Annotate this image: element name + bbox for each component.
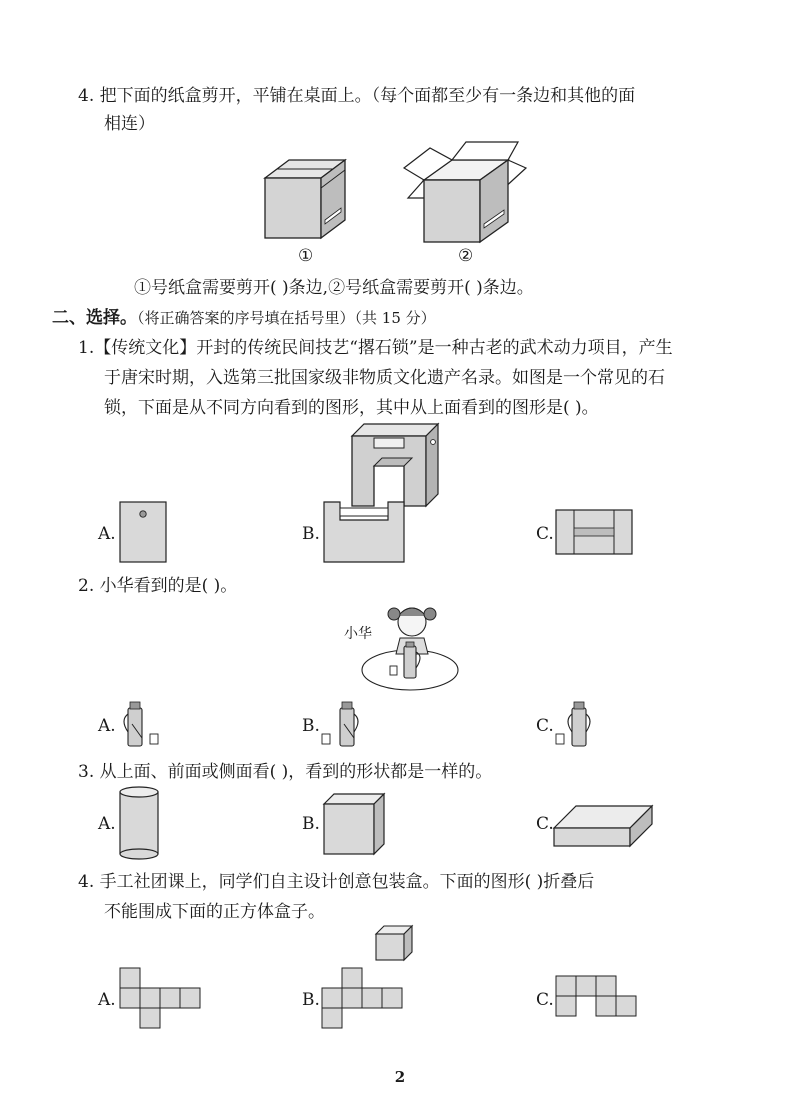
q4-nets-line2: 不能围成下面的正方体盒子。 [104,902,325,922]
q4-boxes-answer: ①号纸盒需要剪开( )条边,②号纸盒需要剪开( )条边。 [134,278,534,298]
flat-cuboid-figure [554,806,654,850]
q2-option-c: C. [536,716,554,736]
closed-box-figure [265,160,355,245]
q1-option-b-figure [324,502,404,562]
q1-option-c: C. [536,524,554,544]
q4-boxes-line2: 相连） [104,114,155,134]
q3-option-c: C. [536,814,554,834]
q1-option-b: B. [302,524,320,544]
stone-lock-figure [352,424,442,514]
q2-option-c-figure [556,700,596,750]
net-c-figure [556,976,640,1020]
q2-option-b-figure [322,700,366,750]
section2-heading [52,306,436,330]
q3-text: 3. 从上面、前面或侧面看( )，看到的形状都是一样的。 [78,762,493,782]
box2-label: ② [458,246,474,266]
q1-option-a: A. [98,524,116,544]
q4-nets-line1: 4. 手工社团课上，同学们自主设计创意包装盒。下面的图形( )折叠后 [78,872,595,892]
q4-option-b: B. [302,990,320,1010]
page-number: 2 [394,1068,406,1086]
box1-label: ① [298,246,314,266]
q1-option-a-figure [120,502,166,562]
q4-boxes-line1: 4. 把下面的纸盒剪开，平铺在桌面上。（每个面都至少有一条边和其他的面 [78,86,636,106]
net-b-figure [322,968,406,1030]
net-a-figure [120,968,202,1030]
q3-option-a: A. [98,814,116,834]
girl-with-thermos-figure [368,594,468,694]
q1-line3: 锁，下面是从不同方向看到的图形，其中从上面看到的图形是( )。 [104,398,599,418]
q2-text: 2. 小华看到的是( )。 [78,576,238,596]
target-cube-figure [376,926,416,962]
q3-option-b: B. [302,814,320,834]
open-box-figure [404,142,534,247]
q1-option-c-figure [556,510,632,554]
cube-figure [324,794,386,856]
q2-option-a-figure [122,700,162,750]
q1-line1: 1.【传统文化】开封的传统民间技艺“撂石锁”是一种古老的武术动力项目，产生 [78,338,673,358]
girl-label: 小华 [344,626,372,642]
q1-line2: 于唐宋时期，入选第三批国家级非物质文化遗产名录。如图是一个常见的石 [104,368,665,388]
q4-option-a: A. [98,990,116,1010]
q2-option-a: A. [98,716,116,736]
cylinder-figure [120,786,160,860]
q2-option-b: B. [302,716,320,736]
section2-note: （将正确答案的序号填在括号里）（共 15 分） [137,309,436,327]
q4-option-c: C. [536,990,554,1010]
section2-title: 二、选择。 [52,308,137,328]
